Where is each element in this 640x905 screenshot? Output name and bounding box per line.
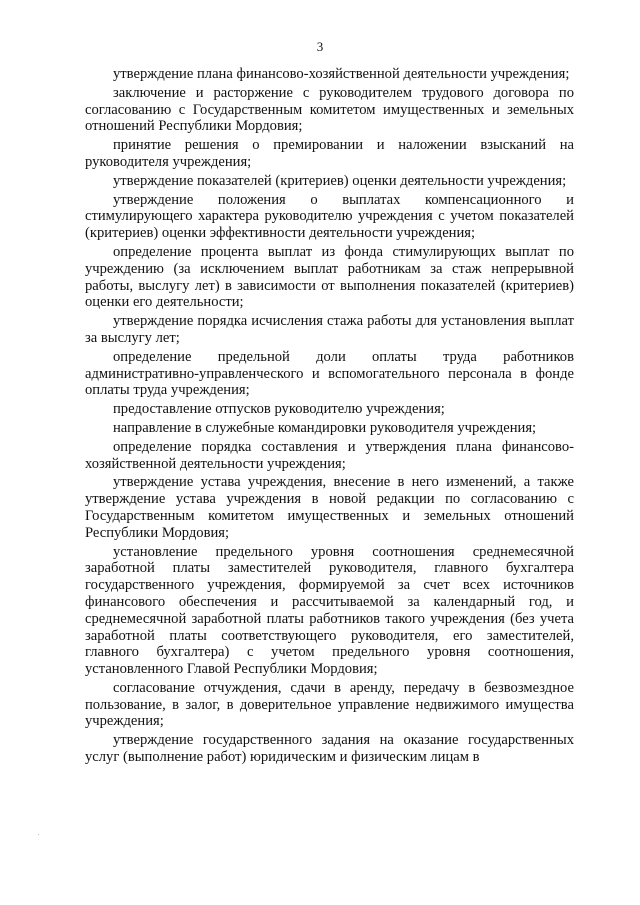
list-item: принятие решения о премировании и наложении взысканий на руководителя учреждения; xyxy=(85,137,574,170)
scan-speck xyxy=(38,834,39,835)
list-item: определение процента выплат из фонда стимулирующих выплат по учреждению (за исключением выплат работникам за стаж непрерывной работы, выслугу лет) в зависимости от выполнения показателей (критериев) оценки его деятельности; xyxy=(85,243,574,311)
list-item: утверждение положения о выплатах компенсационного и стимулирующего характера руководителю учреждения с учетом показателей (критериев) оценки эффективности деятельности учреждения; xyxy=(85,191,574,242)
list-item: направление в служебные командировки руководителя учреждения; xyxy=(113,419,537,436)
list-item: установление предельного уровня соотношения среднемесячной заработной платы заместителей руководителя, главного бухгалтера государственного учреждения, формируемой за счет всех источников финансового обеспечения и рассчитываемой за календарный год, и среднемесячной заработной платы работников такого учреждения (без учета заработной платы соответствующего руководителя, его заместителей, главного бухгалтера) с учетом предельного уровня соотношения, установленного Главой Республики Мордовия; xyxy=(85,543,574,678)
list-item: утверждение плана финансово-хозяйственной деятельности учреждения; xyxy=(113,66,570,82)
list-item: утверждение государственного задания на оказание государственных услуг (выполнение работ) юридическим и физическим лицам в xyxy=(85,732,574,766)
list-item: согласование отчуждения, сдачи в аренду, передачу в безвозмездное пользование, в залог, в доверительное управление недвижимого имущества учреждения; xyxy=(85,679,574,730)
list-item: заключение и расторжение с руководителем трудового договора по согласованию с Государственным комитетом имущественных и земельных отношений Республики Мордовия; xyxy=(85,84,574,135)
document-body xyxy=(85,66,574,768)
list-item: предоставление отпусков руководителю учреждения; xyxy=(113,401,445,418)
list-item: утверждение устава учреждения, внесение в него изменений, а также утверждение устава учреждения в новой редакции по согласованию с Государственным комитетом имущественных и земельных отношений Республики Мордовия; xyxy=(85,474,574,541)
list-item: утверждение показателей (критериев) оценки деятельности учреждения; xyxy=(113,172,567,189)
page-number: 3 xyxy=(316,39,324,54)
list-item: утверждение порядка исчисления стажа работы для установления выплат за выслугу лет; xyxy=(85,313,574,346)
list-item: определение предельной доли оплаты труда работников административно-управленческого и вспомогательного персонала в фонде оплаты труда учреждения; xyxy=(85,348,574,399)
list-item: определение порядка составления и утверждения плана финансово-хозяйственной деятельности учреждения; xyxy=(85,438,574,472)
